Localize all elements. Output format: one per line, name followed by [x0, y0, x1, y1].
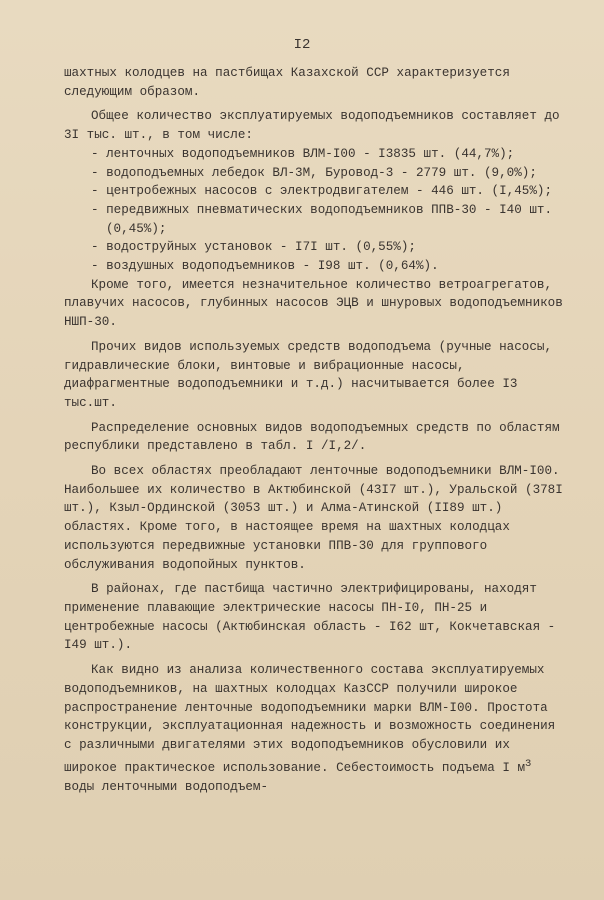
analysis-text: Как видно из анализа количественного состава эксплуатируемых водоподъемников, на шахтных колодцах КазССР получили широкое распространение ленточные водоподъемники марки ВЛМ-I00. Простота конструкции, эксплуатационная надежность и возможность соединения с различными двигателями этих водоподъемников обусловили их широкое практическое использование. Себестоимость подъема I м: [64, 663, 556, 775]
list-item: - водоподъемных лебедок ВЛ-3М, Буровод-3 - 2779 шт. (9,0%);: [91, 165, 537, 180]
paragraph-electrified: В районах, где пастбища частично электрифицированы, находят применение плавающие электрические насосы ПН-I0, ПН-25 и центробежные насосы (Актюбинская область - I62 шт, Кокчетавская - I49 шт.).: [64, 582, 556, 653]
list-item: - передвижных пневматических водоподъемников ППВ-30 - I40 шт. (0,45%);: [91, 202, 553, 236]
paragraph-distribution: Распределение основных видов водоподъемных средств по областям республики представлено в табл. I /I,2/.: [64, 420, 560, 454]
list-item: - водоструйных установок - I7I шт. (0,55%);: [91, 240, 416, 255]
list-item: - ленточных водоподъемников ВЛМ-I00 - I3835 шт. (44,7%);: [91, 146, 515, 161]
body-text: [64, 64, 564, 802]
equipment-list: [64, 145, 564, 276]
cubic-superscript: 3: [525, 757, 532, 770]
paragraph-continuation: шахтных колодцев на пастбищах Казахской ССР характеризуется следующим образом.: [64, 66, 510, 99]
paragraph-total-count: Общее количество эксплуатируемых водоподъемников составляет до 3I тыс. шт., в том числе:: [64, 109, 560, 143]
page-number: I2: [293, 37, 311, 53]
paragraph-analysis: [64, 661, 564, 796]
paragraph-regions: Во всех областях преобладают ленточные водоподъемники ВЛМ-I00. Наибольшее их количество в Актюбинской (43I7 шт.), Уральской (378I шт.), Кзыл-Ординской (3053 шт.) и Алма-Атинской (II89 шт.) областях. Кроме того, в настоящее время на шахтных колодцах используются передвижные установки ППВ-30 для группового обслуживания водопойных пунктов.: [64, 464, 563, 572]
paragraph-other-equipment: Кроме того, имеется незначительное количество ветроагрегатов, плавучих насосов, глубинных насосов ЭЦВ и шнуровых водоподъемников НШП-30.: [64, 277, 563, 330]
list-item: - воздушных водоподъемников - I98 шт. (0,64%).: [91, 259, 439, 274]
paragraph-other-types: Прочих видов используемых средств водоподъема (ручные насосы, гидравлические блоки, винтовые и вибрационные насосы, диафрагментные водоподъемники и т.д.) насчитывается более I3 тыс.шт.: [64, 339, 553, 410]
analysis-text-end: воды ленточными водоподъем-: [64, 779, 269, 794]
list-item: - центробежных насосов с электродвигателем - 446 шт. (I,45%);: [91, 184, 553, 199]
